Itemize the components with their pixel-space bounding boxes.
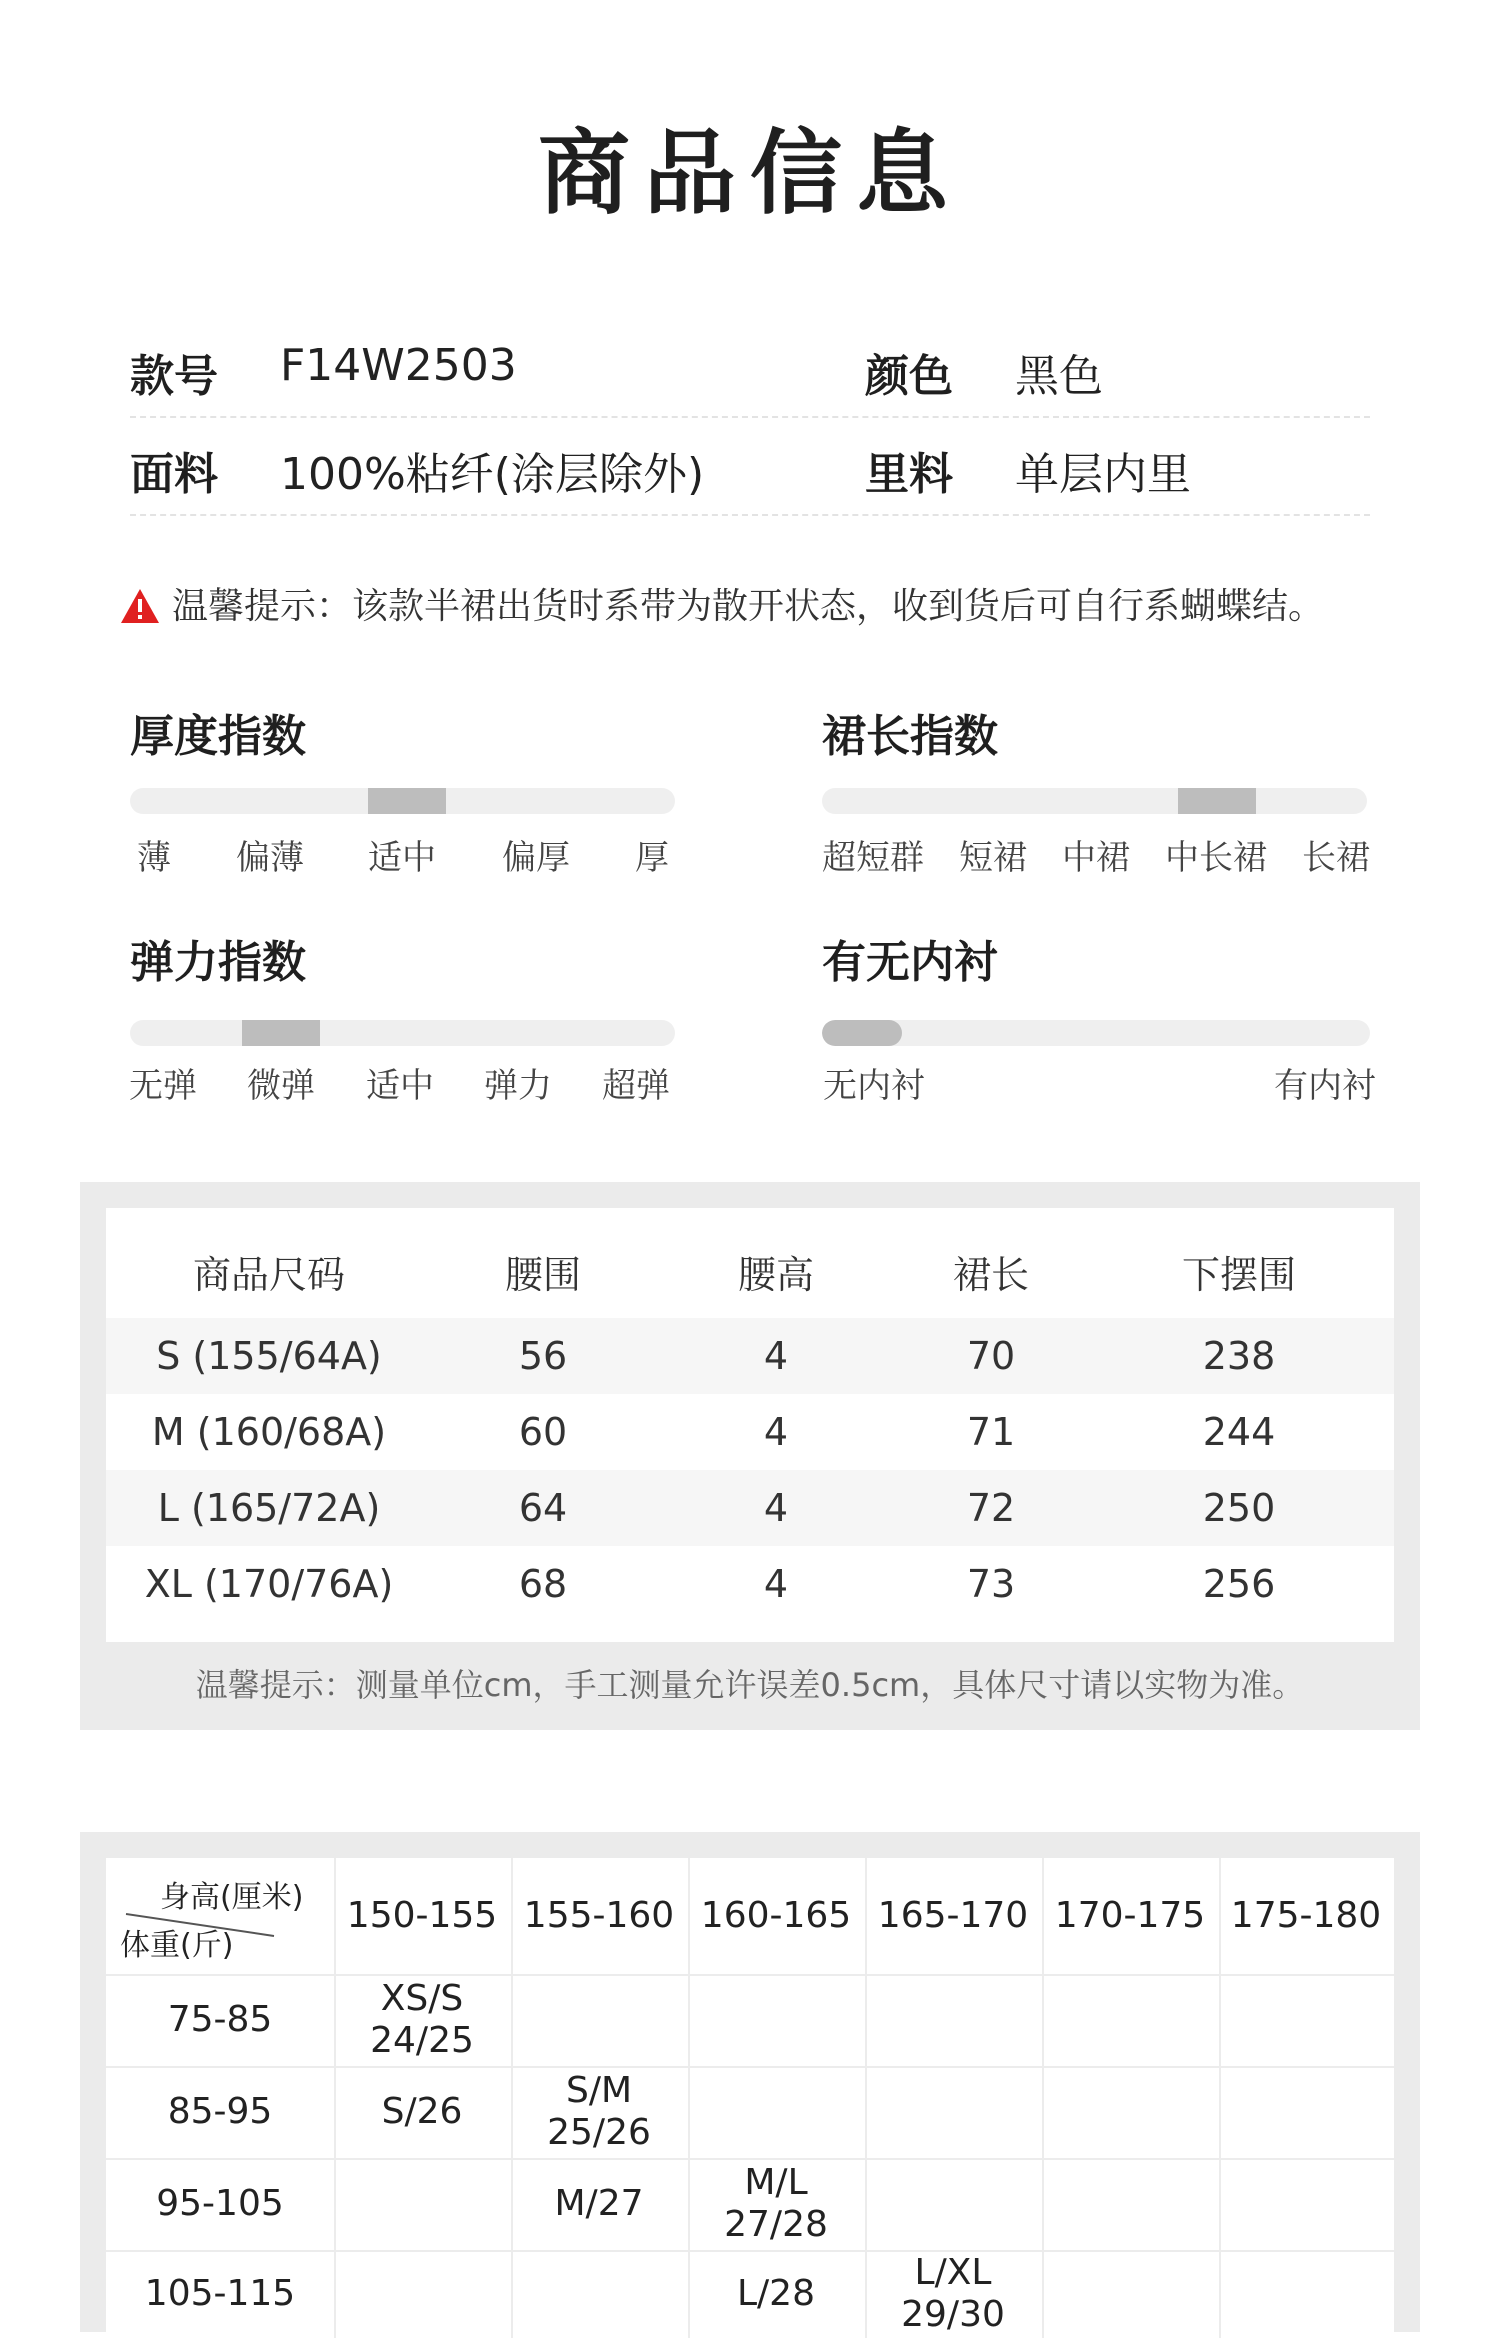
index-label: 薄 bbox=[137, 838, 171, 878]
table-header: 裙长 bbox=[952, 1253, 1030, 1297]
page-title: 商品信息 bbox=[537, 120, 962, 227]
info-value: F14W2503 bbox=[280, 340, 517, 391]
table-header: 商品尺码 bbox=[192, 1253, 346, 1297]
recommend-cell: XS/S 24/25 bbox=[370, 1978, 474, 2061]
table-cell: 4 bbox=[763, 1486, 789, 1530]
index-label: 短裙 bbox=[959, 838, 1027, 878]
weight-header: 105-115 bbox=[144, 2273, 296, 2314]
index-label: 偏厚 bbox=[502, 838, 570, 878]
table-cell: M (160/68A) bbox=[151, 1410, 387, 1454]
notice-text: 温馨提示：该款半裙出货时系带为散开状态，收到货后可自行系蝴蝶结。 bbox=[172, 586, 1325, 627]
recommend-cell: M/L 27/28 bbox=[724, 2162, 828, 2245]
grid-line bbox=[334, 1858, 336, 2338]
recommend-cell: L/XL 29/30 bbox=[901, 2252, 1005, 2335]
height-header: 155-160 bbox=[523, 1895, 675, 1936]
info-key: 款号 bbox=[130, 351, 218, 402]
height-header: 160-165 bbox=[700, 1895, 852, 1936]
grid-line bbox=[106, 2250, 1394, 2252]
table-header: 下摆围 bbox=[1181, 1253, 1297, 1297]
weight-header: 95-105 bbox=[156, 2183, 284, 2224]
info-value: 黑色 bbox=[1015, 351, 1103, 402]
index-label: 适中 bbox=[368, 838, 436, 878]
info-value: 单层内里 bbox=[1015, 449, 1191, 500]
table-cell: 64 bbox=[518, 1486, 568, 1530]
index-label: 长裙 bbox=[1302, 838, 1370, 878]
table-header: 腰高 bbox=[737, 1253, 815, 1297]
corner-weight-label: 体重(斤) bbox=[120, 1928, 234, 1963]
table-cell: 256 bbox=[1202, 1562, 1276, 1606]
table-cell: 73 bbox=[966, 1562, 1016, 1606]
weight-header: 75-85 bbox=[167, 1999, 273, 2040]
thickness-index-title: 厚度指数 bbox=[130, 711, 306, 762]
lining-index-marker bbox=[822, 1020, 902, 1046]
table-cell: 71 bbox=[966, 1410, 1016, 1454]
index-label: 超弹 bbox=[602, 1066, 670, 1106]
index-label: 弹力 bbox=[484, 1066, 552, 1106]
recommend-cell: M/27 bbox=[554, 2183, 644, 2224]
size-note: 温馨提示：测量单位cm，手工测量允许误差0.5cm，具体尺寸请以实物为准。 bbox=[195, 1666, 1305, 1704]
grid-line bbox=[106, 2158, 1394, 2160]
height-header: 175-180 bbox=[1230, 1895, 1382, 1936]
table-row bbox=[106, 1318, 1394, 1394]
info-row bbox=[130, 318, 1370, 418]
recommend-cell: L/28 bbox=[737, 2273, 815, 2314]
index-label: 中长裙 bbox=[1165, 838, 1267, 878]
table-cell: 68 bbox=[518, 1562, 568, 1606]
size-recommendation-chart bbox=[80, 1832, 1420, 2335]
table-cell: 70 bbox=[966, 1334, 1016, 1378]
weight-header: 85-95 bbox=[167, 2091, 273, 2132]
corner-height-label: 身高(厘米) bbox=[160, 1880, 304, 1915]
table-cell: 72 bbox=[966, 1486, 1016, 1530]
table-cell: 56 bbox=[518, 1334, 568, 1378]
recommend-cell: S/26 bbox=[381, 2091, 463, 2132]
size-table bbox=[106, 1208, 1394, 1642]
grid-line bbox=[865, 1858, 867, 2338]
grid-line bbox=[1219, 1858, 1221, 2338]
grid-line bbox=[688, 1858, 690, 2338]
height-header: 150-155 bbox=[346, 1895, 498, 1936]
info-row bbox=[130, 416, 1370, 516]
index-label: 适中 bbox=[366, 1066, 434, 1106]
index-label: 无弹 bbox=[129, 1066, 197, 1106]
table-cell: 60 bbox=[518, 1410, 568, 1454]
thickness-index-track bbox=[130, 788, 675, 814]
lining-index-track bbox=[822, 1020, 1370, 1046]
grid-line bbox=[511, 1858, 513, 2338]
shipping-notice bbox=[120, 578, 1324, 629]
info-key: 面料 bbox=[130, 449, 218, 500]
table-cell: 244 bbox=[1202, 1410, 1276, 1454]
info-key: 里料 bbox=[865, 449, 953, 500]
table-header: 腰围 bbox=[504, 1253, 582, 1297]
size-chart bbox=[80, 1182, 1420, 1730]
warning-icon bbox=[120, 588, 160, 624]
index-label: 无内衬 bbox=[823, 1066, 925, 1106]
index-label: 微弹 bbox=[247, 1066, 315, 1106]
table-cell: 238 bbox=[1202, 1334, 1276, 1378]
table-cell: XL (170/76A) bbox=[144, 1562, 394, 1606]
thickness-index-marker bbox=[368, 788, 446, 814]
grid-line bbox=[1042, 1858, 1044, 2338]
index-label: 中裙 bbox=[1062, 838, 1130, 878]
table-cell: 4 bbox=[763, 1410, 789, 1454]
info-key: 颜色 bbox=[865, 351, 953, 402]
index-label: 偏薄 bbox=[236, 838, 304, 878]
length-index-marker bbox=[1178, 788, 1256, 814]
table-cell: 4 bbox=[763, 1562, 789, 1606]
elasticity-index-title: 弹力指数 bbox=[130, 937, 306, 988]
grid-line bbox=[106, 2066, 1394, 2068]
table-row bbox=[106, 1394, 1394, 1470]
height-header: 170-175 bbox=[1054, 1895, 1206, 1936]
recommend-cell: S/M 25/26 bbox=[547, 2070, 651, 2153]
length-index-title: 裙长指数 bbox=[822, 711, 998, 762]
info-value: 100%粘纤(涂层除外) bbox=[280, 449, 705, 500]
index-label: 有内衬 bbox=[1274, 1066, 1376, 1106]
grid-line bbox=[106, 1974, 1394, 1976]
elasticity-index-marker bbox=[242, 1020, 320, 1046]
table-header-row bbox=[106, 1234, 1394, 1310]
table-cell: L (165/72A) bbox=[157, 1486, 381, 1530]
lining-index-title: 有无内衬 bbox=[822, 937, 998, 988]
index-label: 超短群 bbox=[822, 838, 924, 878]
recommendation-table bbox=[106, 1858, 1394, 2338]
table-cell: 250 bbox=[1202, 1486, 1276, 1530]
table-cell: S (155/64A) bbox=[156, 1334, 382, 1378]
index-label: 厚 bbox=[635, 838, 669, 878]
height-header: 165-170 bbox=[877, 1895, 1029, 1936]
elasticity-index-track bbox=[130, 1020, 675, 1046]
table-cell: 4 bbox=[763, 1334, 789, 1378]
length-index-track bbox=[822, 788, 1367, 814]
table-row bbox=[106, 1470, 1394, 1546]
table-row bbox=[106, 1546, 1394, 1622]
